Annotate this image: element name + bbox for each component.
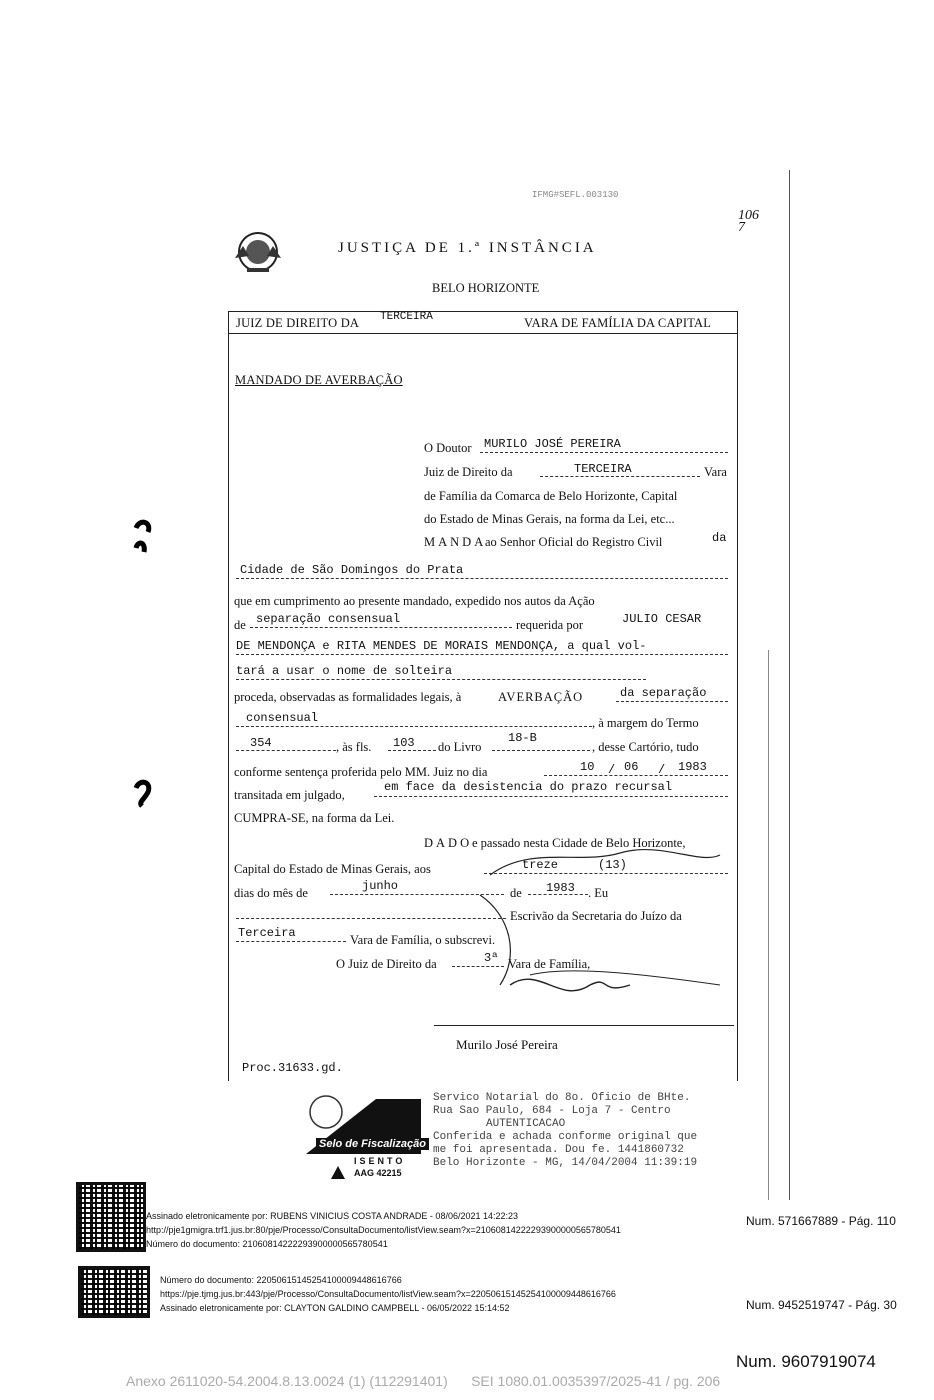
court-title: JUSTIÇA DE 1.ª INSTÂNCIA xyxy=(338,240,597,256)
seal-isento: ISENTO xyxy=(354,1156,406,1166)
margem-termo: , à margem do Termo xyxy=(592,716,699,730)
de-label: de xyxy=(234,618,246,632)
juiz-rest: Vara de Família, xyxy=(508,957,591,971)
sentenca-ano: 1983 xyxy=(678,760,707,774)
punch-hole-icon xyxy=(132,778,154,808)
fls-label: , às fls. xyxy=(336,740,372,754)
signature-name: Murilo José Pereira xyxy=(456,1037,558,1052)
parte1: JULIO CESAR xyxy=(622,612,702,626)
juiz-label: O Juiz de Direito da xyxy=(336,957,437,971)
registry-city: Cidade de São Domingos do Prata xyxy=(240,563,464,577)
fls: 103 xyxy=(393,736,415,750)
dias-label: dias do mês de xyxy=(234,886,308,900)
stamp-line4: Conferida e achada conforme original que xyxy=(433,1131,698,1143)
parte2: DE MENDONÇA e RITA MENDES DE MORAIS MENDONÇA, a qual vol- xyxy=(236,639,647,653)
transitada: transitada em julgado, xyxy=(234,788,345,802)
averbacao-obj2: consensual xyxy=(246,711,319,725)
manda-rest: ao Senhor Oficial do Registro Civil xyxy=(485,535,663,549)
stamp-line3: AUTENTICACAO xyxy=(486,1118,566,1130)
judge-suffix: Vara xyxy=(704,465,727,479)
line-cumprimento: que em cumprimento ao presente mandado, expedido nos autos da Ação xyxy=(234,594,595,608)
document-code: IFMG#SEFL.003130 xyxy=(532,190,619,200)
escrivao: Escrivão da Secretaria do Juízo da xyxy=(510,909,682,923)
line-familia: de Família da Comarca de Belo Horizonte, Capital xyxy=(424,489,678,503)
cartorio: , desse Cartório, tudo xyxy=(592,740,699,754)
stamp-line2: Rua Sao Paulo, 684 - Loja 7 - Centro xyxy=(433,1105,671,1117)
box-right-label: VARA DE FAMÍLIA DA CAPITAL xyxy=(524,316,712,330)
seal-code: AAG 42215 xyxy=(354,1168,402,1178)
footer1-signed: Assinado eletronicamente por: RUBENS VINICIUS COSTA ANDRADE - 08/06/2021 14:22:23 xyxy=(146,1211,519,1221)
doctor-prefix: O Doutor xyxy=(424,441,472,455)
city-title: BELO HORIZONTE xyxy=(432,281,540,295)
averbacao-obj: da separação xyxy=(620,686,707,700)
footer1-url[interactable]: http://pje1gmigra.trf1.jus.br:80/pje/Processo/ConsultaDocumento/listView.seam?x=21060814222293900000565780541 xyxy=(146,1225,621,1235)
judge-vara: TERCEIRA xyxy=(574,462,632,476)
mes-extenso: junho xyxy=(362,879,399,893)
doctor-name: MURILO JOSÉ PEREIRA xyxy=(484,437,621,451)
box-vara-number: TERCEIRA xyxy=(380,311,433,323)
processo-number: Proc.31633.gd. xyxy=(242,1061,343,1075)
qr-code-icon xyxy=(78,1266,150,1318)
dado-word: DADO xyxy=(424,836,473,850)
document-heading: MANDADO DE AVERBAÇÃO xyxy=(235,373,403,387)
footer1-num: Num. 571667889 - Pág. 110 xyxy=(746,1214,896,1228)
line-estado: do Estado de Minas Gerais, na forma da Lei, etc... xyxy=(424,512,675,526)
dia-extenso: treze xyxy=(522,858,559,872)
manda-word: MANDA xyxy=(424,535,487,549)
authentication-stamp xyxy=(286,1084,766,1194)
footer2-url[interactable]: https://pje.tjmg.jus.br:443/pje/Processo/ConsultaDocumento/listView.seam?x=22050615145254100009448616766 xyxy=(160,1289,616,1299)
livro-label: do Livro xyxy=(438,740,482,754)
livro: 18-B xyxy=(508,731,537,745)
seal-title: Selo de Fiscalização xyxy=(316,1138,429,1150)
cumpra-se: CUMPRA-SE, na forma da Lei. xyxy=(234,811,395,825)
annex-reference: Anexo 2611020-54.2004.8.13.0024 (1) (112291401) SEI 1080.01.0035397/2025-41 / pg. 206 xyxy=(126,1373,721,1389)
ano2: 1983 xyxy=(546,881,575,895)
footer2-num: Num. 9452519747 - Pág. 30 xyxy=(746,1298,897,1312)
handwritten-signature xyxy=(470,835,740,1035)
footer2-signed: Assinado eletronicamente por: CLAYTON GALDINO CAMPBELL - 06/05/2022 15:14:52 xyxy=(160,1303,510,1313)
eu: . Eu xyxy=(588,886,609,900)
footer2-docnum: Número do documento: 22050615145254100009448616766 xyxy=(160,1275,402,1285)
juiz-vara: 3ª xyxy=(484,951,499,965)
acao: separação consensual xyxy=(256,612,401,626)
proceda: proceda, observadas as formalidades legais, à xyxy=(234,690,462,704)
manda-da: da xyxy=(712,531,727,545)
transitada-motivo: em face da desistencia do prazo recursal xyxy=(384,780,673,794)
sentenca-mes: 06 xyxy=(624,760,639,774)
vara-sub: Terceira xyxy=(238,926,296,940)
termo: 354 xyxy=(250,736,272,750)
vara-sub-rest: Vara de Família, o subscrevi. xyxy=(350,933,496,947)
capital-line: Capital do Estado de Minas Gerais, aos xyxy=(234,862,431,876)
coat-of-arms-icon xyxy=(231,228,285,276)
punch-hole-icon xyxy=(132,518,154,558)
footer3-num: Num. 9607919074 xyxy=(736,1352,876,1371)
dia-num: (13) xyxy=(598,858,627,872)
stamp-line1: Servico Notarial do 8o. Oficio de BHte. xyxy=(433,1092,691,1104)
sentenca-dia: 10 xyxy=(580,760,595,774)
averbacao-word: AVERBAÇÃO xyxy=(498,690,584,704)
parte3: tará a usar o nome de solteira xyxy=(236,664,453,678)
stamp-line6: Belo Horizonte - MG, 14/04/2004 11:39:19 xyxy=(433,1157,698,1169)
qr-code-icon xyxy=(76,1182,146,1252)
box-left-label: JUIZ DE DIREITO DA xyxy=(236,316,360,330)
de2: de xyxy=(510,886,522,900)
stamp-line5: me foi apresentada. Dou fe. 1441860732 xyxy=(433,1144,684,1156)
footer1-docnum: Número do documento: 21060814222293900000565780541 xyxy=(146,1239,388,1249)
sentenca: conforme sentença proferida pelo MM. Juiz no dia xyxy=(234,765,488,779)
page-annotation: 106 7 xyxy=(738,208,759,235)
requerida-label: requerida por xyxy=(516,618,583,632)
judge-prefix: Juiz de Direito da xyxy=(424,465,513,479)
dado-rest: e passado nesta Cidade de Belo Horizonte, xyxy=(472,836,686,850)
